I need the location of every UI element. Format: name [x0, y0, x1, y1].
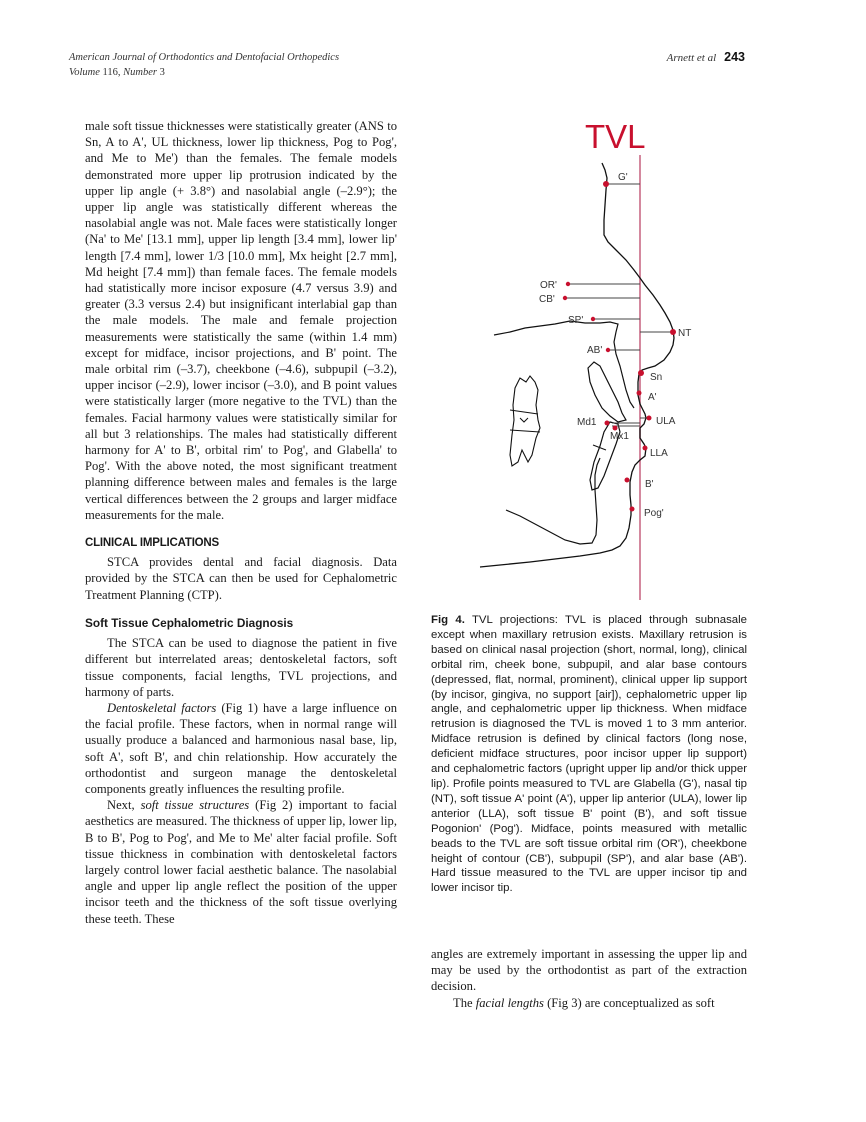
- figure-tvl-projections: [440, 110, 770, 610]
- point-b: [625, 478, 630, 483]
- molar-crown-line: [510, 430, 540, 432]
- label-nt: NT: [678, 328, 692, 339]
- label-cb: CB': [539, 294, 555, 305]
- paragraph-text: Next,: [107, 798, 141, 813]
- label-ab: AB': [587, 345, 603, 356]
- volume-value: 116,: [99, 67, 124, 78]
- label-or: OR': [540, 280, 557, 291]
- caption-text: TVL projections: TVL is placed through subnasale except when maxillary retrusion exists. Maxillary retrusion is based on clinical nasal projection (short, normal, long), clinical orbital rim, cheek bone, subpupil, and alar base contours (depressed, flat, normal, prominent), clinical upper lip support (by incisor, gingiva, no support [air]), cephalometric upper lip angle, and cephalometric upper lip thickness. When midface retrusion is diagnosed the TVL is moved 1 to 3 mm anterior. Midface retrusion is defined by clinical factors (long nose, deficient midface structures, poor incisor upper lip support) and cephalometric factors (upright upper lip and/or thick upper lip). Profile points measured to TVL are Glabella (G'), nasal tip (NT), soft tissue A' point (A'), upper lip anterior (ULA), lower lip anterior (LLA), soft tissue B' point (B'), and soft tissue Pogonion' (Pog'). Midface, points measured with metallic beads to the TVL are soft tissue orbital rim (OR'), cheekbone height of contour (CB'), subpupil (SP'), and alar base (AB'). Hard tissue measured to the TVL are upper incisor tip and lower incisor tip.: [431, 614, 748, 895]
- point-mx1: [613, 426, 618, 431]
- upper-incisor: [588, 362, 626, 422]
- volume-label: Volume: [69, 67, 100, 78]
- point-sp: [591, 317, 595, 321]
- molar-fissure: [520, 418, 528, 422]
- number-label: Number: [123, 67, 158, 78]
- tvl-title: TVL: [585, 118, 646, 155]
- paragraph: [85, 700, 397, 797]
- paragraph: STCA provides dental and facial diagnosis. Data provided by the STCA can then be used for Cephalometric Treatment Planning (CTP).: [85, 555, 397, 602]
- label-sn: Sn: [650, 372, 663, 383]
- label-b: B': [645, 479, 654, 490]
- right-column: [431, 946, 747, 1011]
- paragraph: The STCA can be used to diagnose the patient in five different but interrelated areas; dentoskeletal factors, soft tissue components, facial lengths, TVL projections, and harmony of parts.: [85, 636, 397, 699]
- point-nt: [670, 329, 676, 335]
- point-ula: [647, 416, 652, 421]
- figure-caption: [431, 613, 747, 896]
- paragraph: angles are extremely important in assessing the upper lip and may be used by the orthodontist as part of the extraction decision.: [431, 947, 747, 994]
- point-ab: [606, 348, 610, 352]
- label-a: A': [648, 392, 657, 403]
- section-heading: CLINICAL IMPLICATIONS: [85, 537, 220, 550]
- figure-label: Fig 4.: [431, 614, 465, 626]
- label-g: G': [618, 172, 628, 183]
- emphasis: Dentoskeletal factors: [107, 700, 217, 715]
- label-mx1: Mx1: [610, 431, 629, 442]
- point-or: [566, 282, 570, 286]
- label-lla: LLA: [650, 448, 668, 459]
- running-head-right: [667, 50, 745, 64]
- volume-line: [69, 65, 339, 80]
- paragraph: male soft tissue thicknesses were statistically greater (ANS to Sn, A to A', UL thickness, lower lip thickness, Pog to Pog', and Me to Me') than the females. The female models demonstrated more upper lip protrusion indicated by the upper lip angle (+ 3.8°) and nasolabial angle (–2.9°); the upper lip angle was statistically different whereas the nasolabial angle was not. Male faces were statistically longer (Na' to Me' [13.1 mm], upper lip length [3.4 mm], lower lip' length [7.4 mm], lower 1/3 [10.0 mm], Mx height [2.7 mm], Md height [7.4 mm]) than female faces. The female models had statistically more incisor exposure (4.7 versus 3.9) and greater (3.3 versus 2.4) but insignificant interlabial gap than the male models. The male and female projection measurements were statistically the same (within 1.4 mm) except for midface, incisor projections, and B' point. The male orbital rim (–3.7), cheekbone (–4.6), subpupil (–3.2), upper incisor (–2.9), lower incisor (–3.0), and B point values were statistically larger (more negative to the TVL) than the females. Facial harmony values were statistically similar for all but 3 relationships. The males had statistically different harmony for A' to B', orbital rim' to Pog', and Glabella' to Pog'. With the above noted, the most significant treatment planning difference between males and females is the large vertical differences between the 2 groups and larger midface measurements for the male.: [85, 119, 397, 522]
- paragraph-text: (Fig 3) are conceptualized as soft: [543, 995, 715, 1010]
- number-value: 3: [157, 67, 165, 78]
- mandible-outline: [506, 458, 600, 544]
- point-cb: [563, 296, 567, 300]
- molar-crown-line: [510, 410, 538, 414]
- left-column: [85, 118, 397, 927]
- paragraph-text: (Fig 1) have a large influence on the facial profile. These factors, when in normal range will usually produce a balanced and harmonious nasal base, lip, soft A', soft B', and chin relationship. How accurately the orthodontist and surgeon manage the dentoskeletal components greatly influences the resulting profile.: [85, 700, 397, 796]
- paragraph-text: (Fig 2) important to facial aesthetics are measured. The thickness of upper lip, lower lip, B to B', Pog to Pog', and Me to Me' alter facial profile. Soft tissue thickness in combination with dentoskeletal factors largely control lower facial aesthetic balance. The nasolabial angle and upper lip angle reflect the position of the upper incisor teeth and the thickness of the soft tissue overlying these teeth. These: [85, 798, 398, 926]
- alar-contour: [494, 321, 634, 408]
- running-head-left: [69, 50, 339, 80]
- emphasis: soft tissue structures: [140, 798, 250, 813]
- point-a: [637, 391, 642, 396]
- point-sn: [638, 370, 644, 376]
- label-sp: SP': [568, 315, 584, 326]
- label-pog: Pog': [644, 508, 664, 519]
- authors: Arnett et al: [666, 52, 717, 64]
- label-ula: ULA: [656, 416, 676, 427]
- point-md1: [605, 421, 610, 426]
- measurement-points: [563, 181, 676, 512]
- soft-tissue-profile: [480, 163, 674, 567]
- page-number: 243: [724, 50, 745, 64]
- emphasis: facial lengths: [475, 995, 544, 1010]
- subsection-heading: Soft Tissue Cephalometric Diagnosis: [85, 615, 294, 630]
- label-md1: Md1: [577, 417, 597, 428]
- journal-title: American Journal of Orthodontics and Dentofacial Orthopedics: [69, 52, 340, 63]
- paragraph: [85, 797, 397, 927]
- paragraph: [431, 995, 747, 1011]
- point-lla: [643, 446, 648, 451]
- point-g: [603, 181, 609, 187]
- point-pog: [630, 507, 635, 512]
- paragraph-text: The: [453, 995, 476, 1010]
- tvl-diagram: [440, 110, 770, 610]
